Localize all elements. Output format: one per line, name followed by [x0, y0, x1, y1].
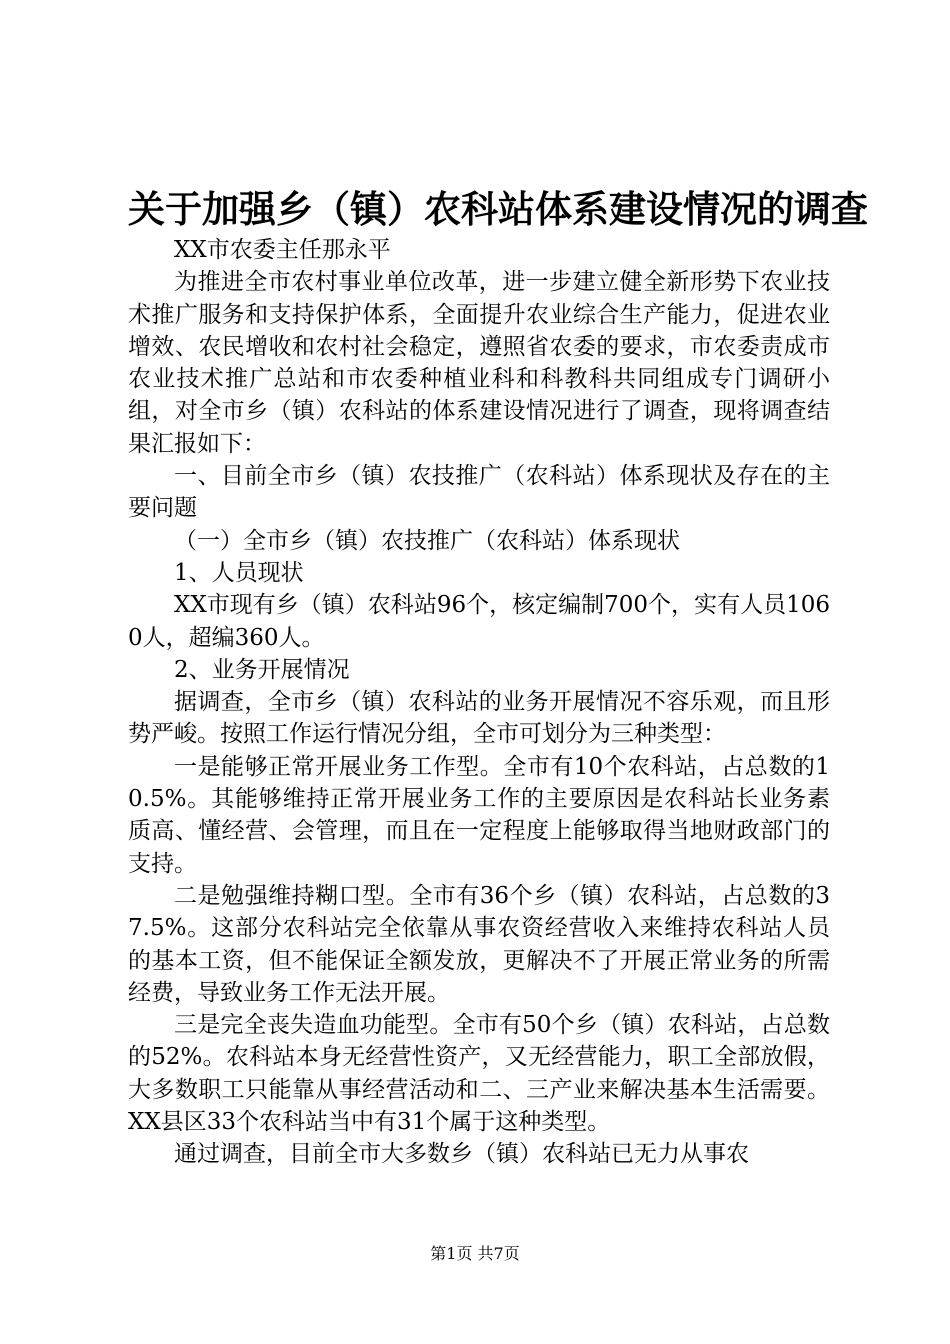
- paragraph-type-1: 一是能够正常开展业务工作型。全市有10个农科站，占总数的10.5%。其能够维持正常开展业务工作的主要原因是农科站长业务素质高、懂经营、会管理，而且在一定程度上能够取得当地财政部门的支持。: [128, 753, 830, 877]
- section-heading-1: 一、目前全市乡（镇）农技推广（农科站）体系现状及存在的主要问题: [128, 463, 830, 522]
- paragraph-staff: XX市现有乡（镇）农科站96个，核定编制700个，实有人员1060人，超编360人。: [128, 592, 830, 651]
- paragraph-conclusion: 通过调查，目前全市大多数乡（镇）农科站已无力从事农: [174, 1141, 749, 1168]
- author-line: XX市农委主任那永平: [174, 237, 391, 263]
- document-body: [128, 234, 830, 1171]
- document-title: 关于加强乡（镇）农科站体系建设情况的调查: [128, 188, 868, 231]
- item-heading-staff: 1、人员现状: [174, 559, 304, 586]
- item-heading-business: 2、业务开展情况: [174, 656, 350, 683]
- paragraph-business: 据调查，全市乡（镇）农科站的业务开展情况不容乐观，而且形势严峻。按照工作运行情况分组，全市可划分为三种类型：: [128, 689, 830, 748]
- page-footer: 第1页 共7页: [430, 1244, 520, 1263]
- subsection-heading-1: （一）全市乡（镇）农技推广（农科站）体系现状: [174, 527, 680, 554]
- paragraph-intro: 为推进全市农村事业单位改革，进一步建立健全新形势下农业技术推广服务和支持保护体系，全面提升农业综合生产能力，促进农业增效、农民增收和农村社会稳定，遵照省农委的要求，市农委责成市农业技术推广总站和市农委种植业科和科教科共同组成专门调研小组，对全市乡（镇）农科站的体系建设情况进行了调查，现将调查结果汇报如下：: [128, 269, 830, 457]
- paragraph-type-3: 三是完全丧失造血功能型。全市有50个乡（镇）农科站，占总数的52%。农科站本身无经营性资产，又无经营能力，职工全部放假，大多数职工只能靠从事经营活动和二、三产业来解决基本生活需要。XX县区33个农科站当中有31个属于这种类型。: [128, 1012, 830, 1136]
- paragraph-type-2: 二是勉强维持糊口型。全市有36个乡（镇）农科站，占总数的37.5%。这部分农科站完全依靠从事农资经营收入来维持农科站人员的基本工资，但不能保证全额发放，更解决不了开展正常业务的所需经费，导致业务工作无法开展。: [128, 882, 830, 1006]
